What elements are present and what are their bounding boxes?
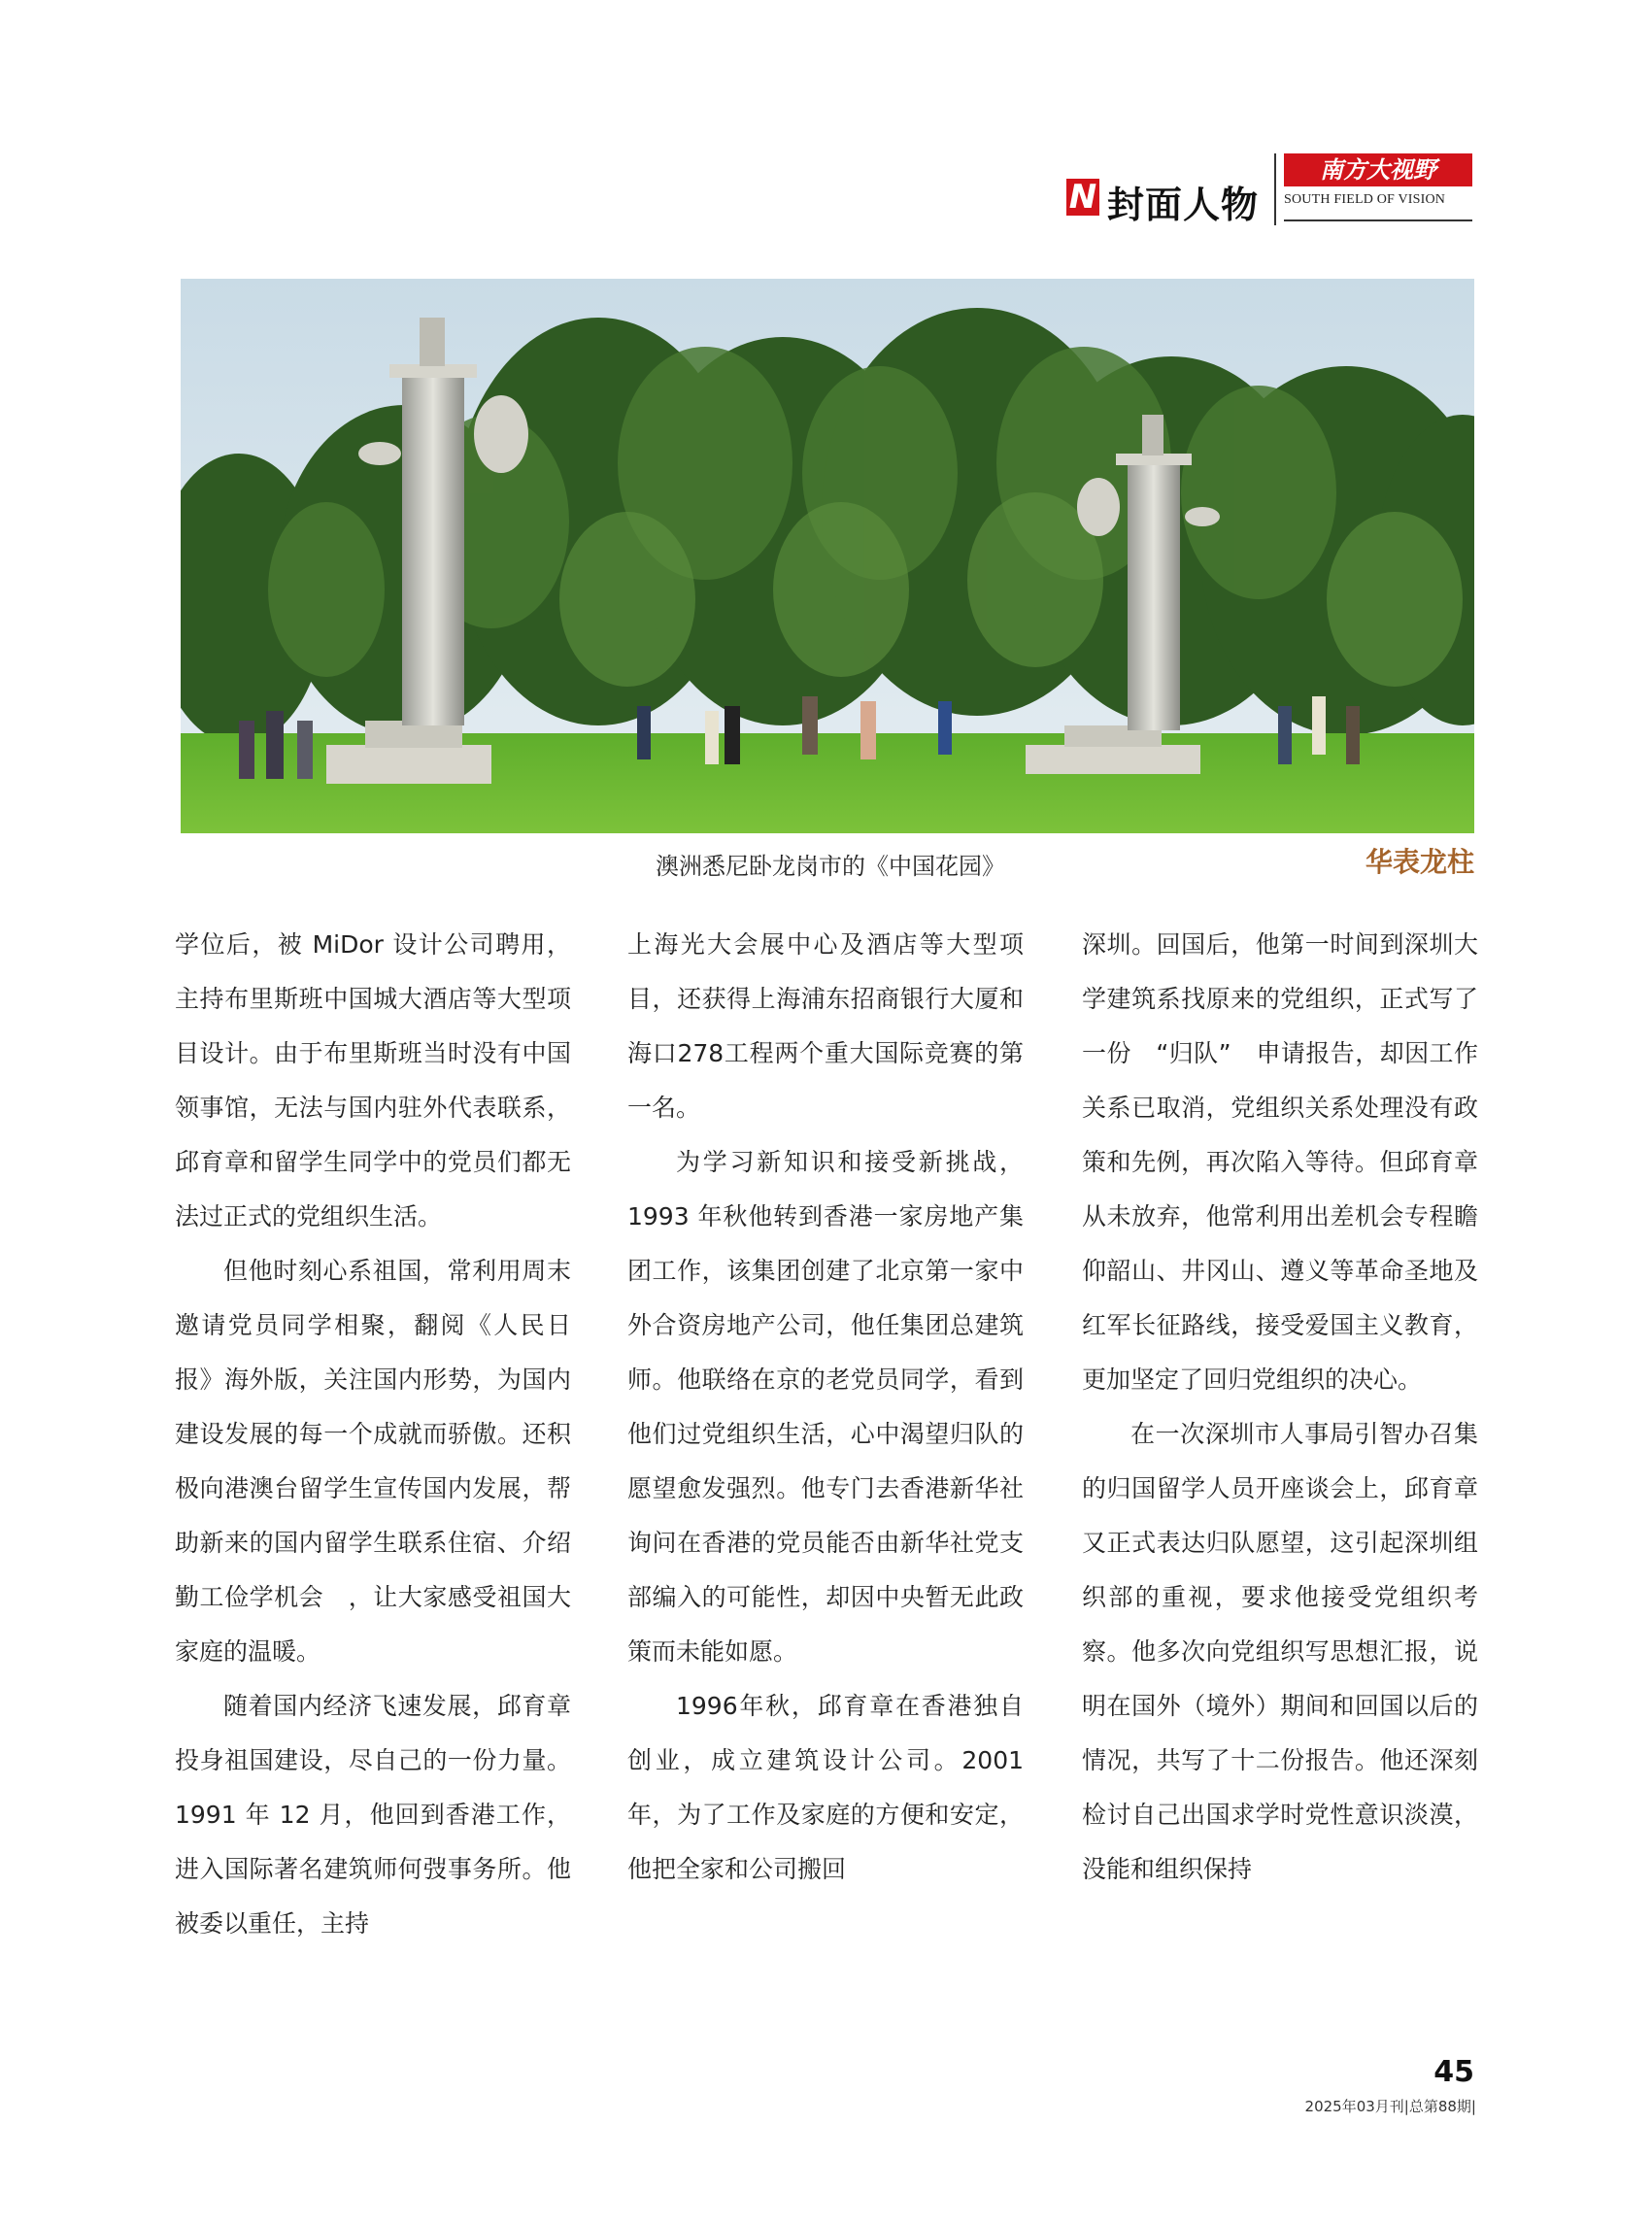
photo-caption: 澳洲悉尼卧龙岗市的《中国花园》 [656,853,1005,880]
paragraph: 深圳。回国后，他第一时间到深圳大学建筑系找原来的党组织，正式写了一份 “归队” 申请报告，却因工作关系已取消，党组织关系处理没有政策和先例，再次陷入等待。但邱育章从未放弃，他常利用出差机会专程瞻仰韶山、井冈山、遵义等革命圣地及红军长征路线，接受爱国主义教育，更加坚定了回归党组织的决心。 [1082,930,1478,1394]
magazine-logo: N [1066,179,1099,216]
garden-photo-illustration [181,279,1474,833]
article-column-3 [1082,918,1478,1897]
paragraph: 1996年秋，邱育章在香港独自创业，成立建筑设计公司。2001 年，为了工作及家庭的方便和安定，他把全家和公司搬回 [627,1692,1049,1883]
section-title: 封面人物 [1107,184,1260,226]
header-underline [1284,219,1472,221]
paragraph: 为学习新知识和接受新挑战，1993 年秋他转到香港一家房地产集团工作，该集团创建了北京第一家中外合资房地产公司，他任集团总建筑师。他联络在京的老党员同学，看到他们过党组织生活，心中渴望归队的愿望愈发强烈。他专门去香港新华社询问在香港的党员能否由新华社党支部编入的可能性，却因中央暂无此政策而未能如愿。 [627,1148,1024,1666]
brand-name-en: SOUTH FIELD OF VISION [1284,192,1446,207]
issue-info: 2025年03月刊|总第88期| [1304,2098,1476,2115]
page-header [1066,150,1474,225]
article-column-2 [627,918,1049,1897]
garden-photo [181,279,1474,833]
paragraph: 但他时刻心系祖国，常利用周末邀请党员同学相聚，翻阅《人民日报》海外版，关注国内形势，为国内建设发展的每一个成就而骄傲。还积极向港澳台留学生宣传国内发展，帮助新来的国内留学生联系住宿、介绍勤工俭学机会 ，让大家感受祖国大家庭的温暖。 [175,1257,571,1666]
paragraph: 随着国内经济飞速发展，邱育章投身祖国建设，尽自己的一份力量。1991 年 12 月，他回到香港工作，进入国际著名建筑师何弢事务所。他被委以重任，主持 [175,1692,571,1938]
paragraph: 在一次深圳市人事局引智办召集的归国留学人员开座谈会上，邱育章又正式表达归队愿望，这引起深圳组织部的重视，要求他接受党组织考察。他多次向党组织写思想汇报，说明在国外（境外）期间和回国以后的情况，共写了十二份报告。他还深刻检讨自己出国求学时党性意识淡漠，没能和组织保持 [1082,1420,1478,1883]
article-column-1 [175,918,571,1951]
photo-credit: 华表龙柱 [1365,846,1474,878]
paragraph: 学位后，被 MiDor 设计公司聘用，主持布里斯班中国城大酒店等大型项目设计。由于布里斯班当时没有中国领事馆，无法与国内驻外代表联系，邱育章和留学生同学中的党员们都无法过正式的党组织生活。 [175,930,571,1230]
brand-name-cn: 南方大视野 [1284,153,1472,186]
header-divider [1274,153,1276,225]
paragraph: 上海光大会展中心及酒店等大型项目，还获得上海浦东招商银行大厦和海口278工程两个重大国际竞赛的第一名。 [627,930,1024,1122]
page-number: 45 [1433,2055,1474,2089]
